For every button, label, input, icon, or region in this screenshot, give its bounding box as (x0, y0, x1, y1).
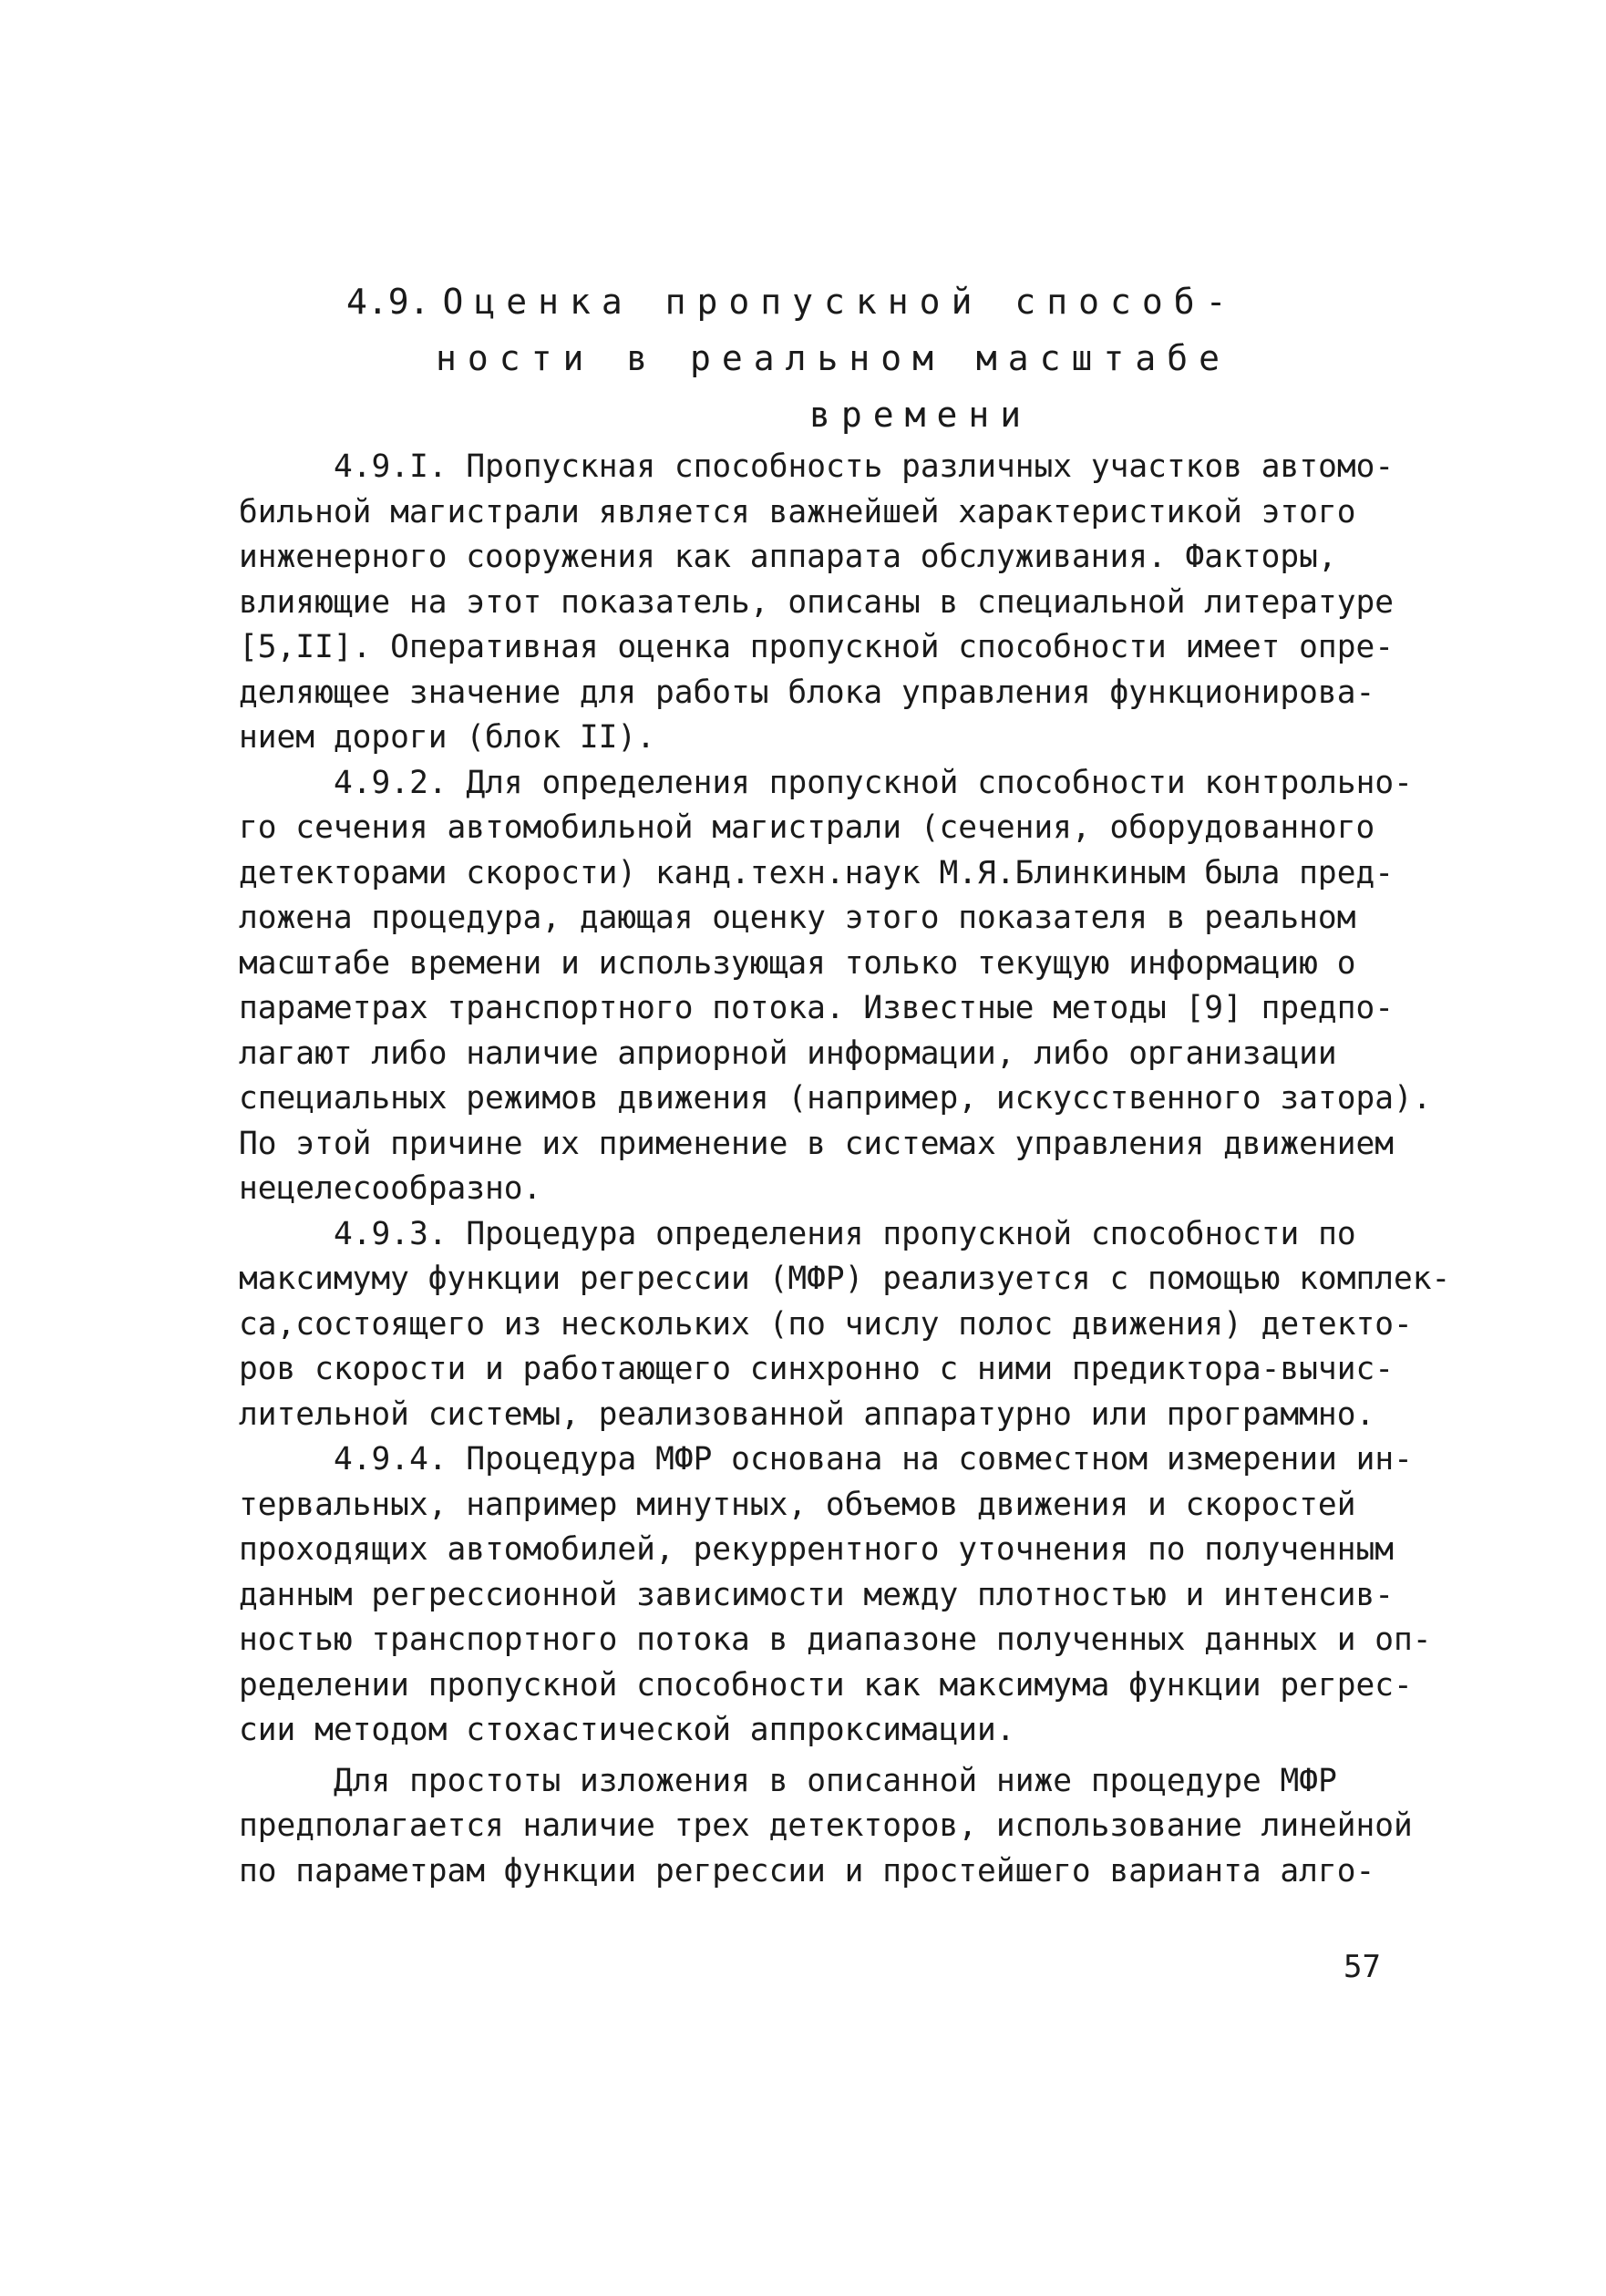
text-line: лительной системы, реализованной аппаратурно или программно. (239, 1395, 1375, 1433)
text-line: инженерного сооружения как аппарата обслуживания. Факторы, (239, 539, 1337, 575)
text-line: нецелесообразно. (239, 1170, 542, 1207)
section-heading (346, 273, 1385, 443)
text-line: ров скорости и работающего синхронно с ними предиктора-вычис- (239, 1351, 1395, 1387)
heading-line-3: времени (809, 395, 1033, 435)
text-line: максимуму функции регрессии (МФР) реализуется с помощью комплек- (239, 1261, 1451, 1297)
text-line: проходящих автомобилей, рекуррентного уточнения по полученным (239, 1531, 1395, 1568)
heading-line-2: ности в реальном масштабе (436, 338, 1230, 378)
text-line: бильной магистрали является важнейшей характеристикой этого (239, 493, 1356, 530)
heading-line-1-text: Оценка пропускной способ- (442, 282, 1238, 322)
text-line: масштабе времени и использующая только текущую информацию о (239, 944, 1356, 982)
body-text (239, 445, 1451, 1894)
section-number: 4.9. (346, 282, 430, 322)
text-line: сии методом стохастической аппроксимации. (239, 1712, 1015, 1748)
text-line: тервальных, например минутных, объемов движения и скоростей (239, 1486, 1356, 1523)
text-line: нием дороги (блок II). (239, 719, 655, 756)
page-number: 57 (1343, 1949, 1381, 1985)
text-line: 4.9.3. Процедура определения пропускной способности по (334, 1215, 1356, 1252)
text-line: детекторами скорости) канд.техн.наук М.Я.Блинкиным была пред- (239, 854, 1395, 891)
text-line: Для простоты изложения в описанной ниже процедуре МФР (334, 1762, 1337, 1799)
heading-line-1 (346, 282, 1237, 322)
text-line: предполагается наличие трех детекторов, использование линейной (239, 1807, 1413, 1844)
text-line: 4.9.2. Для определения пропускной способности контрольно- (334, 764, 1413, 801)
text-line: влияющие на этот показатель, описаны в специальной литературе (239, 583, 1395, 621)
text-line: По этой причине их применение в системах управления движением (239, 1125, 1395, 1162)
text-line: специальных режимов движения (например, искусственного затора). (239, 1080, 1432, 1117)
text-line: го сечения автомобильной магистрали (сечения, оборудованного (239, 809, 1375, 846)
text-line: ложена процедура, дающая оценку этого показателя в реальном (239, 900, 1356, 936)
text-line: данным регрессионной зависимости между плотностью и интенсив- (239, 1576, 1395, 1613)
text-line: ределении пропускной способности как максимума функции регрес- (239, 1666, 1413, 1704)
text-line: 4.9.I. Пропускная способность различных участков автомо- (334, 448, 1395, 485)
text-line: лагают либо наличие априорной информации, либо организации (239, 1035, 1337, 1072)
text-line: [5,II]. Оперативная оценка пропускной способности имеет опре- (239, 629, 1395, 665)
text-line: по параметрам функции регрессии и простейшего варианта алго- (239, 1852, 1375, 1889)
text-line: параметрах транспортного потока. Известные методы [9] предпо- (239, 990, 1395, 1026)
text-line: са,состоящего из нескольких (по числу полос движения) детекто- (239, 1305, 1413, 1343)
text-line: ностью транспортного потока в диапазоне полученных данных и оп- (239, 1622, 1432, 1658)
text-line: деляющее значение для работы блока управления функционирова- (239, 674, 1375, 711)
text-line: 4.9.4. Процедура МФР основана на совместном измерении ин- (334, 1441, 1413, 1477)
